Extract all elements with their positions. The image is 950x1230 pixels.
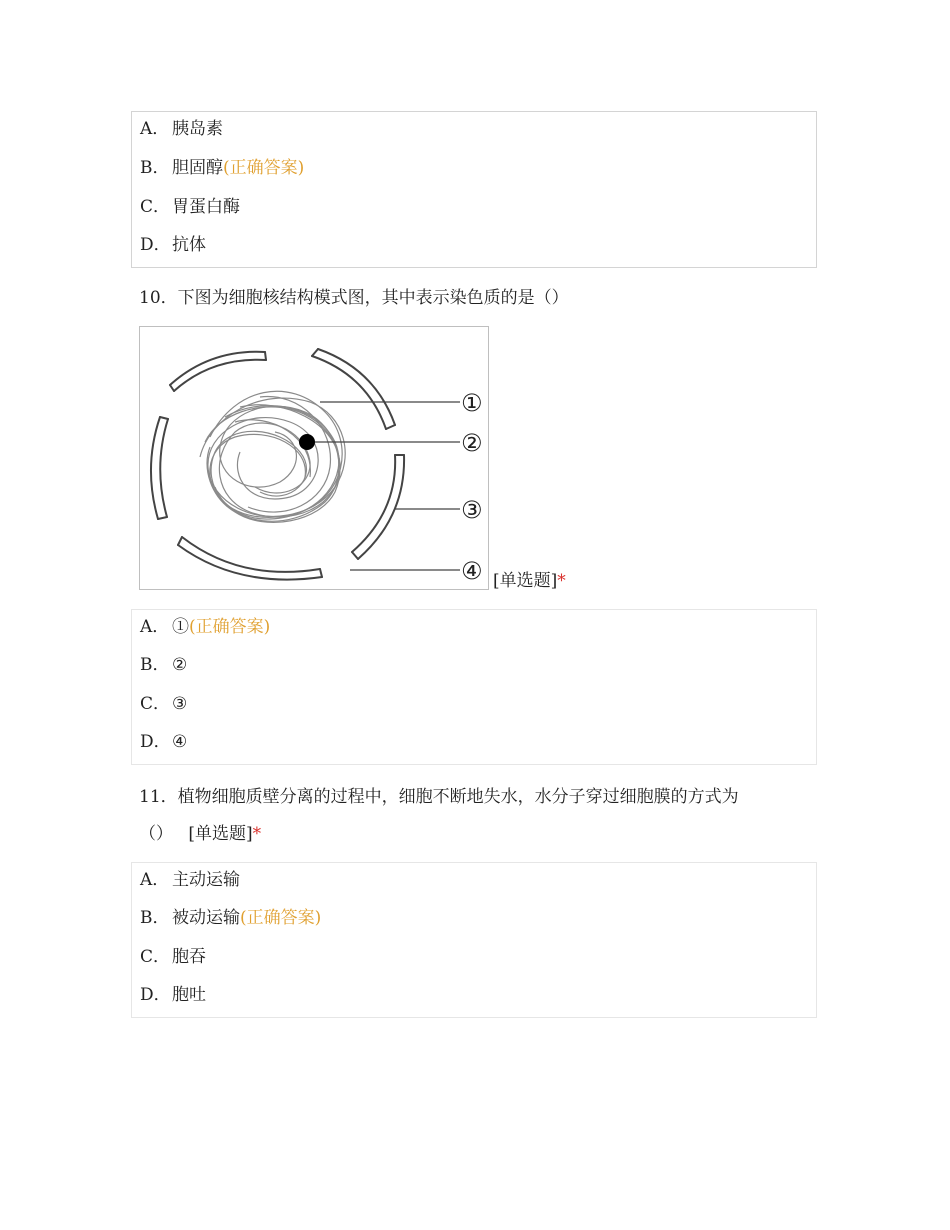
option-letter: A． (140, 617, 170, 637)
envelope-segment (151, 417, 160, 519)
q10-option-a[interactable] (140, 615, 270, 639)
envelope-segment (318, 349, 395, 425)
q10-options-box (131, 609, 817, 765)
required-star: * (252, 824, 262, 844)
correct-answer-tag: (正确答案) (189, 617, 271, 637)
option-text: 胃蛋白酶 (172, 197, 240, 217)
q10-type-label (493, 569, 566, 593)
q11-stem-line1: 11．植物细胞质壁分离的过程中，细胞不断地失水，水分子穿过细胞膜的方式为 (139, 787, 739, 807)
nucleolus (299, 434, 315, 450)
option-text: 胞吐 (172, 985, 206, 1005)
chromatin-tangle (200, 391, 345, 522)
q9-option-c[interactable] (140, 195, 240, 219)
option-letter: B． (140, 908, 170, 928)
option-letter: A． (140, 119, 170, 139)
option-letter: D． (140, 732, 171, 752)
envelope-segment (174, 360, 266, 391)
option-text: ④ (172, 732, 188, 752)
figure-label-4: ④ (461, 557, 483, 585)
option-letter: C． (140, 197, 171, 217)
question-type: [单选题] (493, 571, 558, 591)
required-star: * (557, 571, 566, 591)
option-letter: D． (140, 985, 171, 1005)
nucleus-diagram-svg (140, 327, 488, 589)
q10-stem: 10．下图为细胞核结构模式图，其中表示染色质的是（） (139, 288, 569, 308)
option-letter: A． (140, 870, 170, 890)
envelope-segment (170, 352, 265, 385)
option-text: 被动运输 (172, 908, 240, 928)
q10-option-b[interactable] (140, 653, 187, 677)
figure-label-1: ① (461, 389, 483, 417)
option-letter: C． (140, 947, 171, 967)
q11-stem-paren: （） (139, 824, 173, 844)
option-text: 抗体 (172, 235, 206, 255)
q11-option-c[interactable] (140, 945, 206, 969)
option-text: ① (172, 617, 189, 637)
envelope-segment (178, 545, 322, 580)
envelope-segment (182, 537, 320, 572)
figure-label-2: ② (461, 429, 483, 457)
figure-label-3: ③ (461, 496, 483, 524)
question-type: [单选题] (188, 824, 253, 844)
envelope-segment (358, 455, 404, 559)
q9-option-b[interactable] (140, 156, 304, 180)
nucleus-diagram (139, 326, 489, 590)
q11-option-b[interactable] (140, 906, 321, 930)
envelope-segment (352, 455, 395, 552)
envelope-segment (312, 356, 386, 429)
option-text: ③ (172, 694, 188, 714)
q9-options-box (131, 111, 817, 268)
correct-answer-tag: (正确答案) (223, 158, 305, 178)
option-text: 胆固醇 (172, 158, 223, 178)
option-letter: D． (140, 235, 171, 255)
q10-option-c[interactable] (140, 692, 187, 716)
option-letter: B． (140, 655, 170, 675)
option-text: 主动运输 (172, 870, 240, 890)
option-letter: C． (140, 694, 171, 714)
option-letter: B． (140, 158, 170, 178)
q9-option-a[interactable] (140, 117, 223, 141)
correct-answer-tag: (正确答案) (240, 908, 322, 928)
q11-option-d[interactable] (140, 983, 206, 1007)
option-text: ② (172, 655, 188, 675)
q11-options-box (131, 862, 817, 1018)
envelope-segment (160, 419, 168, 517)
q10-option-d[interactable] (140, 730, 187, 754)
q11-stem-line2 (139, 821, 261, 847)
option-text: 胞吞 (172, 947, 206, 967)
q11-option-a[interactable] (140, 868, 240, 892)
option-text: 胰岛素 (172, 119, 223, 139)
q9-option-d[interactable] (140, 233, 206, 257)
